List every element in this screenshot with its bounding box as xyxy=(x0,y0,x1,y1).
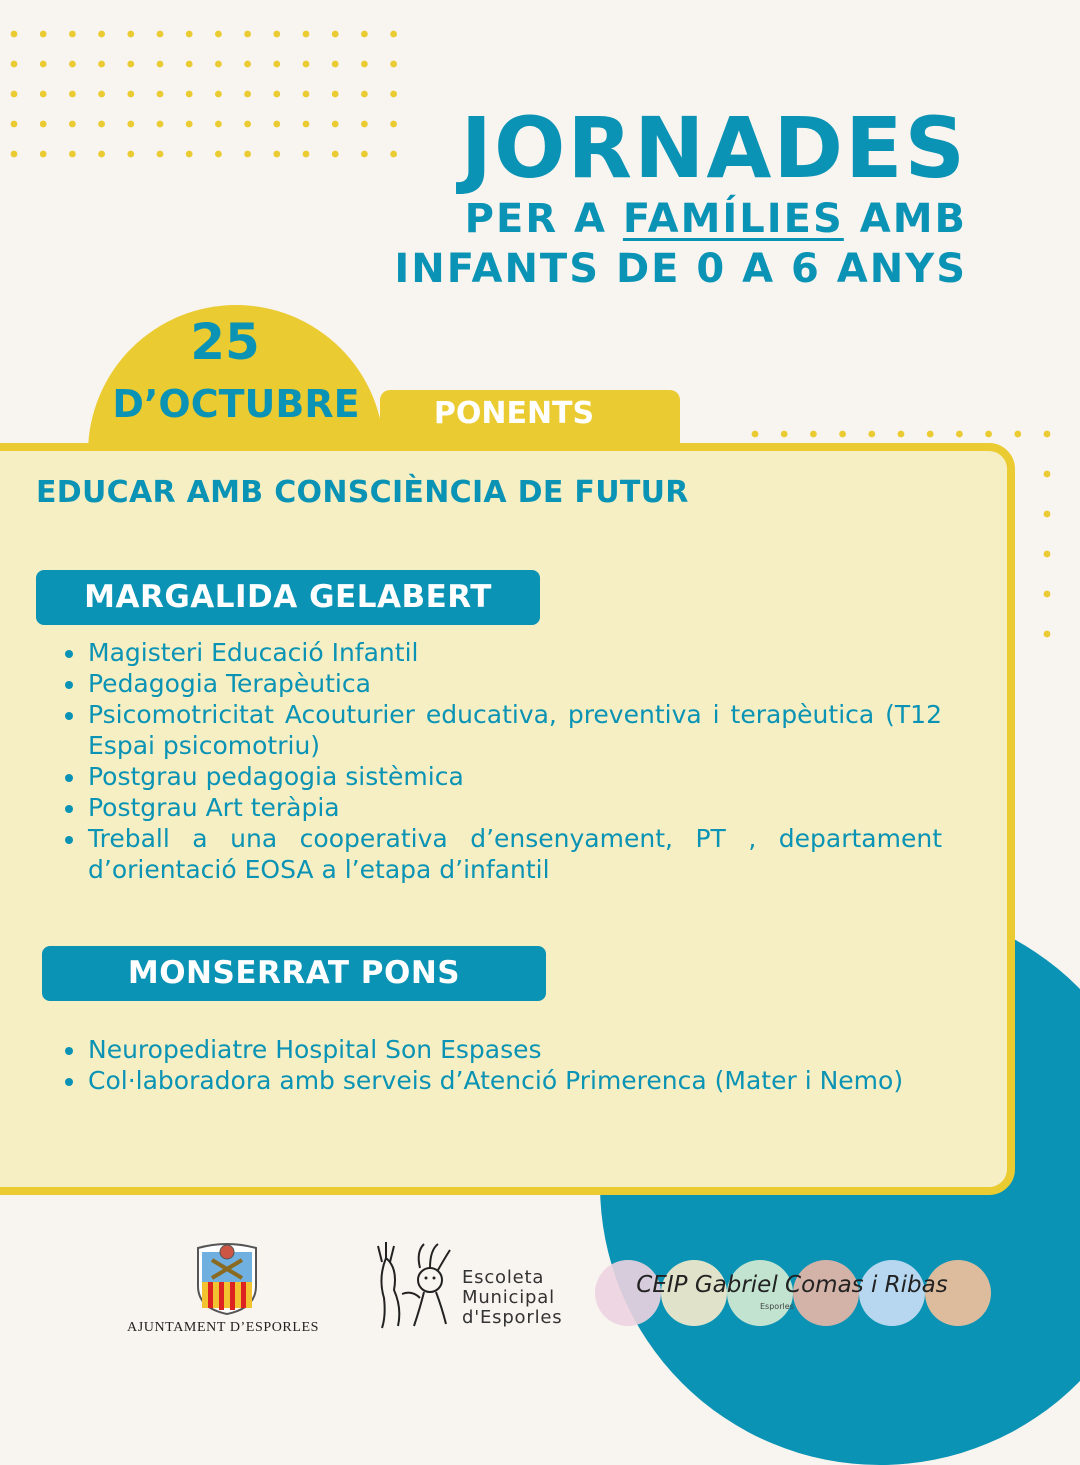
decorative-dot xyxy=(361,91,368,98)
decorative-dot xyxy=(215,31,222,38)
speaker-name-pill: MARGALIDA GELABERT xyxy=(36,570,540,625)
decorative-dot xyxy=(1014,431,1021,438)
decorative-dot xyxy=(11,61,18,68)
decorative-dot xyxy=(303,61,310,68)
list-item: Postgrau pedagogia sistèmica xyxy=(62,761,942,792)
decorative-dot xyxy=(127,31,134,38)
decorative-dot xyxy=(332,31,339,38)
subtitle-underlined: FAMÍLIES xyxy=(622,196,844,242)
decorative-dot xyxy=(127,91,134,98)
decorative-dot xyxy=(868,431,875,438)
page-title: JORNADES xyxy=(460,99,967,197)
decorative-dot xyxy=(98,61,105,68)
decorative-dot xyxy=(244,121,251,128)
decorative-dot xyxy=(985,431,992,438)
subtitle-suffix: AMB xyxy=(843,196,967,242)
decorative-dot xyxy=(361,31,368,38)
decorative-dot xyxy=(1044,511,1051,518)
date-month: D’OCTUBRE xyxy=(112,382,360,426)
decorative-dot xyxy=(186,31,193,38)
decorative-dot xyxy=(273,151,280,158)
decorative-dot xyxy=(361,121,368,128)
decorative-dot xyxy=(927,431,934,438)
decorative-dot xyxy=(273,31,280,38)
decorative-dot xyxy=(98,121,105,128)
decorative-dot xyxy=(11,91,18,98)
decorative-dot xyxy=(273,91,280,98)
list-item: Pedagogia Terapèutica xyxy=(62,668,942,699)
esporles-coat-of-arms-icon xyxy=(192,1238,262,1316)
ponents-label: PONENTS xyxy=(433,396,595,431)
ajuntament-label: AJUNTAMENT D’ESPORLES xyxy=(127,1320,320,1335)
decorative-dot xyxy=(11,31,18,38)
decorative-dot xyxy=(186,151,193,158)
decorative-dot xyxy=(303,91,310,98)
decorative-dot xyxy=(390,91,397,98)
decorative-dot xyxy=(40,121,47,128)
page-subtitle-line2: INFANTS DE 0 A 6 ANYS xyxy=(394,246,967,292)
decorative-dot xyxy=(390,31,397,38)
decorative-dot xyxy=(244,91,251,98)
decorative-dot xyxy=(98,151,105,158)
decorative-dot xyxy=(752,431,759,438)
decorative-dot xyxy=(810,431,817,438)
subtitle-prefix: PER A xyxy=(464,196,623,242)
decorative-dot xyxy=(40,61,47,68)
decorative-dot xyxy=(11,121,18,128)
speaker-credentials-list xyxy=(62,1034,962,1096)
decorative-dot xyxy=(303,31,310,38)
decorative-dot xyxy=(69,91,76,98)
decorative-dot xyxy=(157,121,164,128)
decorative-dot xyxy=(273,121,280,128)
decorative-dot xyxy=(215,91,222,98)
decorative-dot xyxy=(215,151,222,158)
decorative-dot xyxy=(390,61,397,68)
decorative-dot xyxy=(157,151,164,158)
decorative-dot xyxy=(361,61,368,68)
decorative-dot xyxy=(98,31,105,38)
decorative-dot xyxy=(244,31,251,38)
list-item: Postgrau Art teràpia xyxy=(62,792,942,823)
decorative-dot xyxy=(127,121,134,128)
decorative-dot xyxy=(244,61,251,68)
decorative-dot xyxy=(839,431,846,438)
ceip-logo-subtitle: Esporles xyxy=(760,1302,794,1311)
decorative-dot xyxy=(186,121,193,128)
decorative-dot xyxy=(332,151,339,158)
decorative-dot xyxy=(69,61,76,68)
decorative-dot xyxy=(361,151,368,158)
escoleta-line: Escoleta xyxy=(462,1267,545,1288)
list-item: Psicomotricitat Acouturier educativa, preventiva i terapèutica (T12 Espai psicomotriu) xyxy=(62,699,942,761)
decorative-dot xyxy=(332,121,339,128)
escoleta-line: Municipal xyxy=(462,1287,555,1308)
decorative-dot xyxy=(1044,471,1051,478)
decorative-dot xyxy=(332,91,339,98)
decorative-dot xyxy=(127,61,134,68)
speaker-credentials-list xyxy=(62,637,942,885)
speaker-name-pill: MONSERRAT PONS xyxy=(42,946,546,1001)
decorative-dot xyxy=(1044,551,1051,558)
decorative-dot xyxy=(956,431,963,438)
decorative-dot xyxy=(157,61,164,68)
escoleta-line: d'Esporles xyxy=(462,1307,563,1328)
decorative-dot xyxy=(157,31,164,38)
decorative-dot xyxy=(186,91,193,98)
topic-heading: EDUCAR AMB CONSCIÈNCIA DE FUTUR xyxy=(36,475,689,510)
decorative-dot xyxy=(40,151,47,158)
list-item: Col·laboradora amb serveis d’Atenció Primerenca (Mater i Nemo) xyxy=(62,1065,962,1096)
title-block xyxy=(394,99,967,294)
decorative-dot xyxy=(215,61,222,68)
decorative-dot xyxy=(332,61,339,68)
decorative-dot xyxy=(69,151,76,158)
decorative-dot xyxy=(273,61,280,68)
decorative-dot xyxy=(40,91,47,98)
decorative-dot xyxy=(781,431,788,438)
list-item: Neuropediatre Hospital Son Espases xyxy=(62,1034,962,1065)
decorative-dot xyxy=(215,121,222,128)
escoleta-label xyxy=(462,1268,562,1328)
decorative-dot xyxy=(186,61,193,68)
decorative-dot xyxy=(303,121,310,128)
decorative-dot xyxy=(127,151,134,158)
decorative-dot xyxy=(69,31,76,38)
list-item: Treball a una cooperativa d’ensenyament, PT , departament d’orientació EOSA a l’etapa d’infantil xyxy=(62,823,942,885)
decorative-dot xyxy=(157,91,164,98)
decorative-dot xyxy=(303,151,310,158)
date-day: 25 xyxy=(190,313,260,371)
decorative-dot xyxy=(244,151,251,158)
decorative-dot xyxy=(1044,631,1051,638)
page-subtitle-line1 xyxy=(394,194,967,244)
decorative-dot xyxy=(1044,591,1051,598)
list-item: Magisteri Educació Infantil xyxy=(62,637,942,668)
decorative-dot xyxy=(40,31,47,38)
ceip-logo-title: CEIP Gabriel Comas i Ribas xyxy=(636,1272,948,1298)
decorative-dot xyxy=(69,121,76,128)
decorative-dot xyxy=(898,431,905,438)
decorative-dot xyxy=(98,91,105,98)
escoleta-logo-icon xyxy=(372,1238,452,1330)
decorative-dot xyxy=(1044,431,1051,438)
decorative-dot xyxy=(11,151,18,158)
